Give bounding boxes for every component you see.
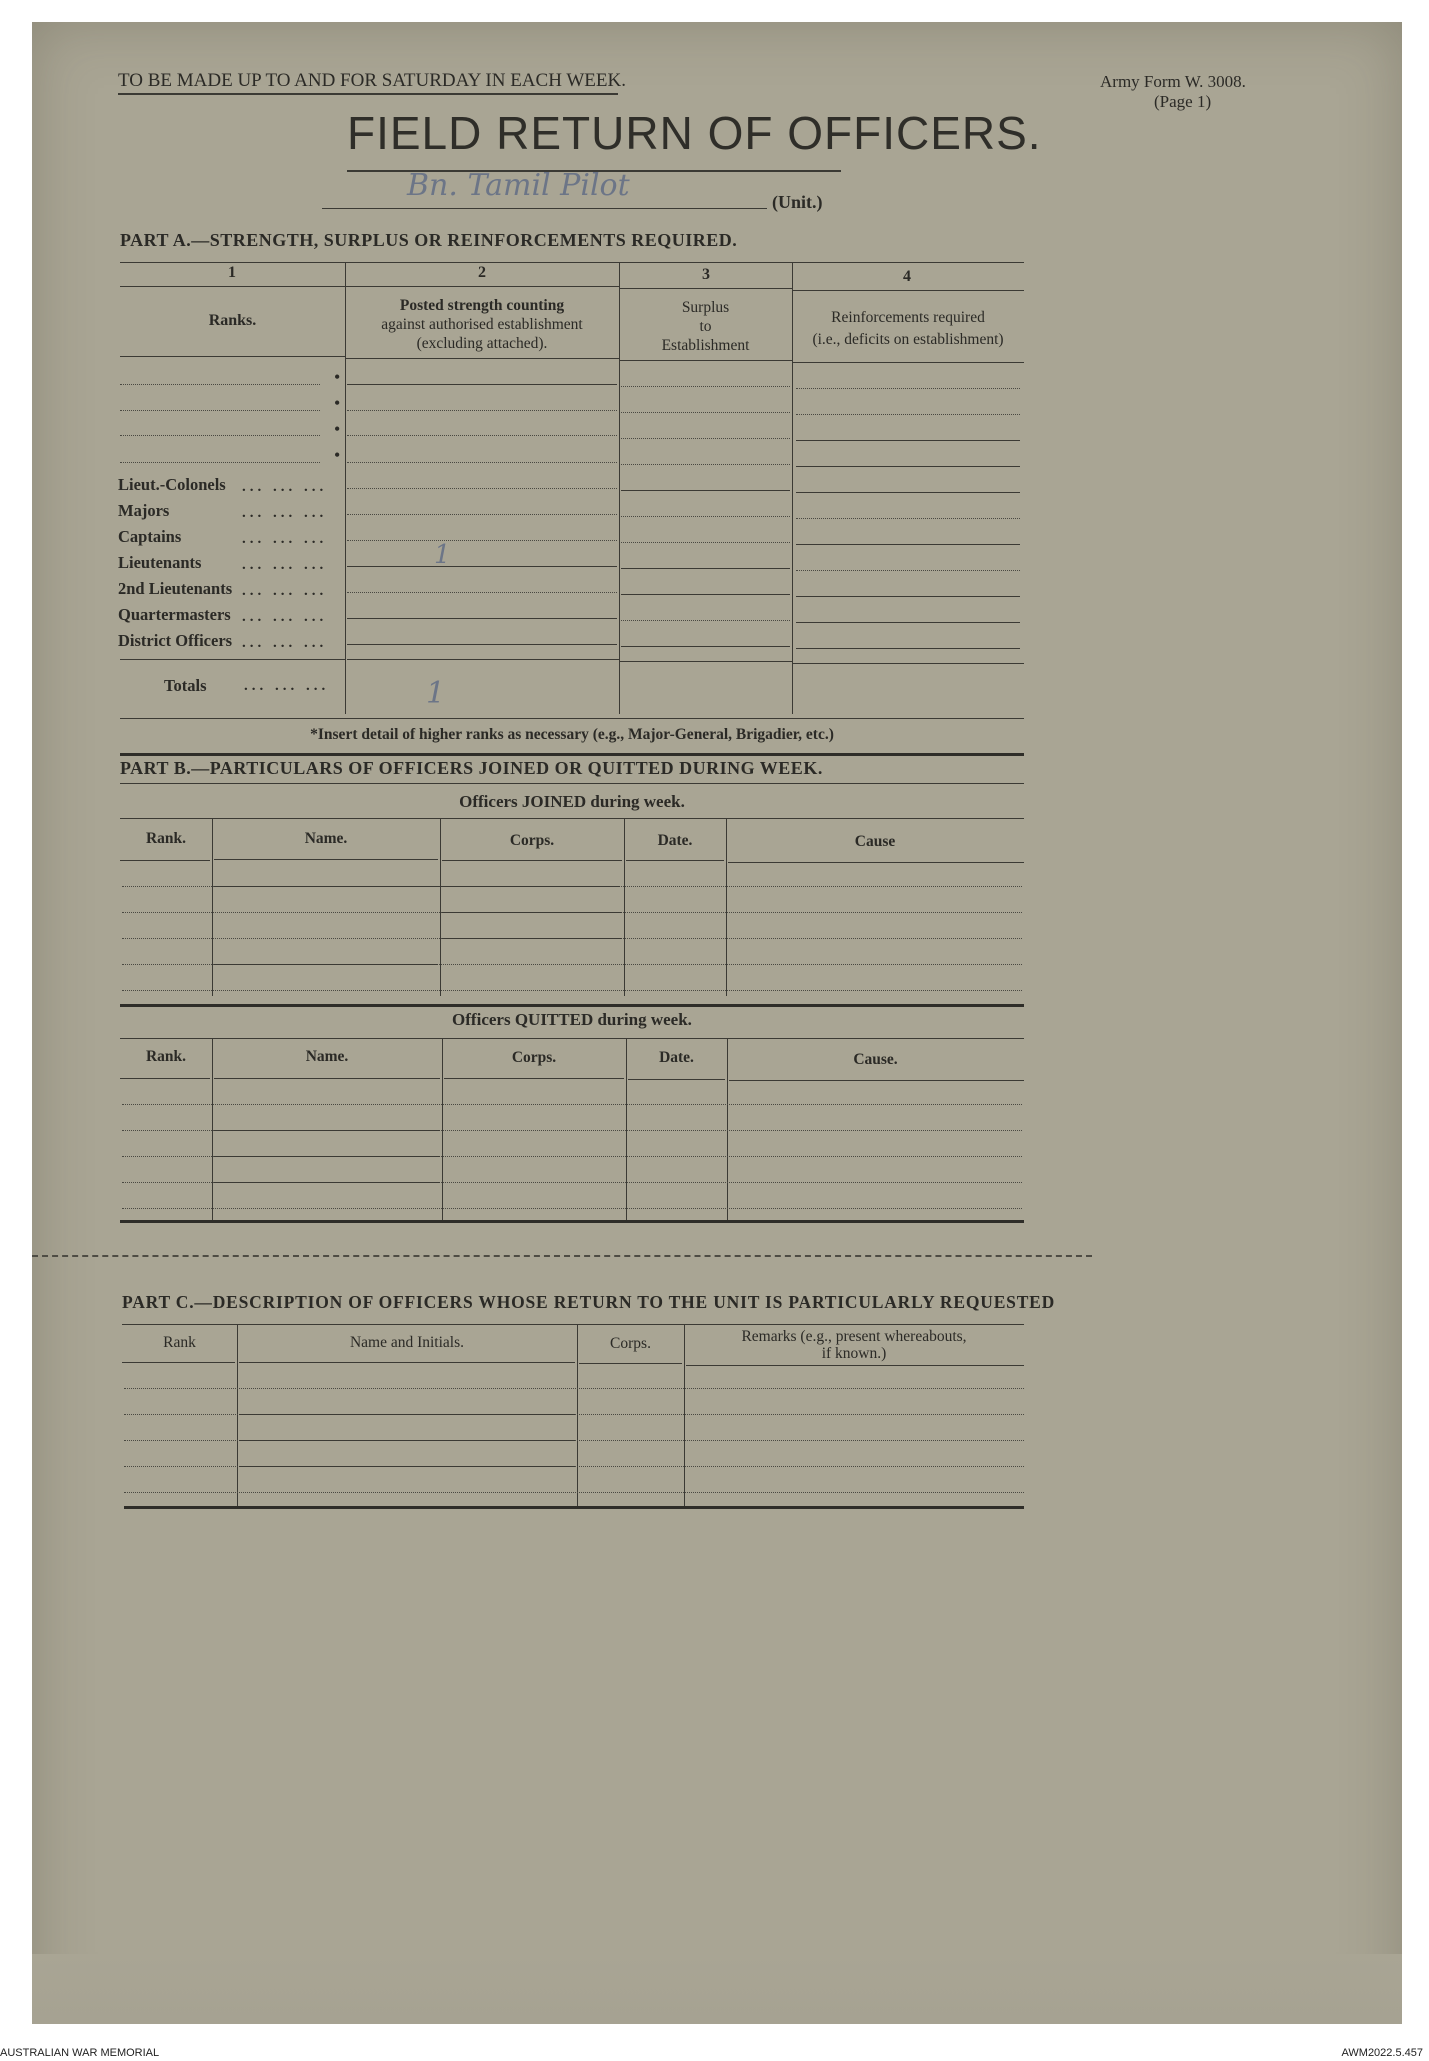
accession-number: AWM2022.5.457 bbox=[1341, 2047, 1423, 2059]
rank-captains: Captains bbox=[118, 527, 182, 546]
c4-row-8 bbox=[796, 570, 1020, 571]
col-number-4: 4 bbox=[903, 268, 911, 285]
c3-row-4 bbox=[621, 464, 790, 465]
rank-majors: Majors bbox=[118, 501, 170, 520]
part-c-heading: PART C.—DESCRIPTION OF OFFICERS WHOSE RETURN TO THE UNIT IS PARTICULARLY REQUESTED bbox=[122, 1292, 1056, 1312]
quitted-hdr-line-5 bbox=[729, 1080, 1024, 1081]
c3-row-1 bbox=[621, 386, 790, 387]
header-bottom-4 bbox=[792, 362, 1024, 363]
form-sheet bbox=[32, 22, 1402, 2024]
insert-row-1 bbox=[120, 384, 320, 385]
part-c-hdr-line-1 bbox=[122, 1362, 235, 1363]
quitted-col-rank: Rank. bbox=[145, 1048, 187, 1065]
joined-row-4b bbox=[214, 964, 438, 965]
part-c-remarks-line2: if known.) bbox=[821, 1345, 887, 1362]
c3-row-11 bbox=[621, 646, 790, 647]
c2-row-1 bbox=[347, 384, 617, 385]
col2-header bbox=[345, 296, 619, 353]
c4-row-6 bbox=[796, 518, 1020, 519]
rank-dots bbox=[242, 474, 327, 656]
col3-header bbox=[619, 298, 792, 355]
c2-row-6 bbox=[347, 514, 617, 515]
col3-header-line3: Establishment bbox=[661, 337, 750, 354]
col-num-line-4 bbox=[792, 290, 1024, 291]
joined-hdr-line-3 bbox=[442, 860, 622, 861]
quitted-row-2b bbox=[214, 1130, 440, 1131]
rank-lieutenants: Lieutenants bbox=[118, 553, 202, 572]
c2-row-10 bbox=[347, 618, 617, 619]
part-c-hdr-line-2 bbox=[239, 1362, 575, 1363]
col-num-line-2 bbox=[345, 286, 619, 287]
part-c-remarks-line1: Remarks (e.g., present whereabouts, bbox=[741, 1328, 967, 1345]
header-bottom-3 bbox=[619, 360, 792, 361]
part-c-row-5 bbox=[124, 1492, 1024, 1493]
c4-row-5 bbox=[796, 492, 1020, 493]
part-c-col-name: Name and Initials. bbox=[349, 1334, 465, 1351]
totals-label: Totals bbox=[164, 676, 207, 695]
part-c-col-remarks bbox=[684, 1328, 1024, 1362]
c4-row-7 bbox=[796, 544, 1020, 545]
col2-header-line2: against authorised establishment bbox=[381, 316, 583, 333]
part-c-row-1 bbox=[124, 1388, 1024, 1389]
quitted-hdr-line-1 bbox=[120, 1078, 210, 1079]
archive-caption: AUSTRALIAN WAR MEMORIAL bbox=[0, 2047, 160, 2059]
col3-header-line1: Surplus bbox=[681, 299, 730, 316]
rank-dots-1: ... ... ... bbox=[242, 479, 328, 495]
c4-row-10 bbox=[796, 622, 1020, 623]
quitted-col-cause: Cause. bbox=[853, 1051, 898, 1068]
unit-label: (Unit.) bbox=[772, 192, 823, 212]
quitted-col-corps: Corps. bbox=[511, 1049, 557, 1066]
part-c-hdr-line-4 bbox=[686, 1365, 1024, 1366]
part-c-col-rank: Rank bbox=[163, 1334, 196, 1351]
perforation-line bbox=[32, 1255, 1092, 1257]
quitted-row-1 bbox=[122, 1104, 1022, 1105]
c4-row-11 bbox=[796, 648, 1020, 649]
part-c-row-3b bbox=[239, 1440, 575, 1441]
rank-dots-7: ... ... ... bbox=[242, 635, 328, 651]
col4-header-line2: (i.e., deficits on establishment) bbox=[812, 331, 1004, 348]
page-title: FIELD RETURN OF OFFICERS. bbox=[347, 107, 1042, 159]
rank-2nd-lieutenants: 2nd Lieutenants bbox=[118, 579, 233, 598]
form-number: Army Form W. 3008. bbox=[1100, 72, 1246, 91]
header-bottom-2 bbox=[345, 358, 619, 359]
quitted-row-4b bbox=[214, 1182, 440, 1183]
col2-header-line3: (excluding attached). bbox=[416, 335, 548, 352]
c3-row-10 bbox=[621, 620, 790, 621]
quitted-hdr-line-2 bbox=[214, 1078, 440, 1079]
part-a-footnote: *Insert detail of higher ranks as necessary (e.g., Major-General, Brigadier, etc.) bbox=[310, 726, 834, 743]
c4-row-4 bbox=[796, 466, 1020, 467]
quitted-col-name: Name. bbox=[305, 1048, 349, 1065]
part-b-heading: PART B.—PARTICULARS OF OFFICERS JOINED OR QUITTED DURING WEEK. bbox=[120, 758, 823, 778]
col-number-3: 3 bbox=[702, 266, 710, 283]
insert-row-3 bbox=[120, 435, 320, 436]
joined-col-cause: Cause bbox=[854, 833, 896, 850]
c3-row-7 bbox=[621, 542, 790, 543]
insert-row-4 bbox=[120, 462, 320, 463]
c3-row-3 bbox=[621, 438, 790, 439]
joined-hdr-line-5 bbox=[728, 862, 1024, 863]
c3-row-2 bbox=[621, 412, 790, 413]
quitted-hdr-line-3 bbox=[444, 1078, 624, 1079]
col-num-line-3 bbox=[619, 288, 792, 289]
quitted-top-line bbox=[120, 1038, 1024, 1039]
totals-dots: ... ... ... bbox=[244, 678, 330, 694]
c4-row-2 bbox=[796, 414, 1020, 415]
part-a-top-line bbox=[120, 262, 1024, 263]
quitted-hdr-line-4 bbox=[628, 1079, 725, 1080]
rank-dots-4: ... ... ... bbox=[242, 557, 328, 573]
part-a-heading: PART A.—STRENGTH, SURPLUS OR REINFORCEMENTS REQUIRED. bbox=[120, 230, 738, 250]
c2-row-9 bbox=[347, 592, 617, 593]
joined-col-name: Name. bbox=[304, 830, 348, 847]
part-c-end-rule bbox=[124, 1506, 1024, 1509]
joined-title: Officers JOINED during week. bbox=[459, 792, 685, 811]
insert-row-2 bbox=[120, 410, 320, 411]
joined-col-corps: Corps. bbox=[509, 832, 555, 849]
joined-hdr-line-1 bbox=[120, 860, 210, 861]
joined-row-3b bbox=[442, 938, 622, 939]
col1-header: Ranks. bbox=[208, 312, 257, 329]
col-number-2: 2 bbox=[478, 264, 486, 281]
c2-row-7 bbox=[347, 540, 617, 541]
quitted-row-3b bbox=[214, 1156, 440, 1157]
header-bottom-1 bbox=[120, 356, 345, 357]
quitted-title: Officers QUITTED during week. bbox=[452, 1010, 692, 1029]
c3-row-9 bbox=[621, 594, 790, 595]
rank-dots-2: ... ... ... bbox=[242, 505, 328, 521]
part-b-top-line bbox=[120, 783, 1024, 784]
rank-list bbox=[118, 472, 232, 654]
part-c-col-corps: Corps. bbox=[610, 1335, 651, 1352]
col-number-1: 1 bbox=[228, 264, 236, 281]
c2-row-5 bbox=[347, 488, 617, 489]
c3-row-5 bbox=[621, 490, 790, 491]
joined-hdr-line-4 bbox=[626, 860, 724, 861]
rank-dots-6: ... ... ... bbox=[242, 609, 328, 625]
insert-asterisks: • • • • bbox=[334, 367, 341, 465]
handwritten-totals: 1 bbox=[426, 676, 446, 711]
totals-top-line bbox=[120, 659, 345, 660]
c4-row-9 bbox=[796, 596, 1020, 597]
part-a-end-rule bbox=[120, 753, 1024, 756]
rank-dots-3: ... ... ... bbox=[242, 531, 328, 547]
c4-row-1 bbox=[796, 388, 1020, 389]
rank-lieut-colonels: Lieut.-Colonels bbox=[118, 475, 226, 494]
c2-row-4 bbox=[347, 462, 617, 463]
rank-quartermasters: Quartermasters bbox=[118, 605, 231, 624]
quitted-row-5 bbox=[122, 1208, 1022, 1209]
col4-header bbox=[792, 307, 1024, 351]
joined-row-1b bbox=[214, 886, 620, 887]
c3-row-8 bbox=[621, 568, 790, 569]
part-c-row-4b bbox=[239, 1466, 575, 1467]
quitted-col-date: Date. bbox=[659, 1049, 694, 1066]
handwritten-lieutenants: 1 bbox=[434, 540, 451, 570]
c2-row-2 bbox=[347, 410, 617, 411]
instruction-underline bbox=[118, 93, 618, 95]
part-c-top-line bbox=[122, 1324, 1024, 1325]
instruction-text: TO BE MADE UP TO AND FOR SATURDAY IN EACH WEEK. bbox=[118, 70, 626, 91]
page-number: (Page 1) bbox=[1154, 92, 1212, 111]
joined-end-rule bbox=[120, 1004, 1024, 1007]
c3-row-12 bbox=[619, 661, 792, 662]
joined-col-date: Date. bbox=[657, 832, 693, 849]
c2-row-8 bbox=[347, 566, 617, 567]
col4-header-line1: Reinforcements required bbox=[831, 309, 985, 326]
joined-hdr-line-2 bbox=[214, 859, 438, 860]
part-c-row-2b bbox=[239, 1414, 575, 1415]
col2-header-line1: Posted strength counting bbox=[399, 297, 565, 314]
c4-row-3 bbox=[796, 440, 1020, 441]
c4-row-12 bbox=[792, 663, 1024, 664]
joined-col-rank: Rank. bbox=[145, 830, 187, 847]
joined-row-2b bbox=[442, 912, 622, 913]
c3-row-6 bbox=[621, 516, 790, 517]
c2-row-3 bbox=[347, 435, 617, 436]
part-c-hdr-line-3 bbox=[579, 1363, 682, 1364]
part-a-bottom-line bbox=[120, 718, 1024, 719]
col-num-line-1 bbox=[120, 286, 345, 287]
joined-top-line bbox=[120, 818, 1024, 819]
rank-district-officers: District Officers bbox=[118, 631, 233, 650]
joined-row-5 bbox=[122, 990, 1022, 991]
c2-row-11 bbox=[347, 644, 617, 645]
unit-line bbox=[322, 208, 767, 209]
quitted-end-rule bbox=[120, 1220, 1024, 1223]
col3-header-line2: to bbox=[699, 318, 712, 335]
rank-dots-5: ... ... ... bbox=[242, 583, 328, 599]
unit-handwriting: Bn. Tamil Pilot bbox=[407, 168, 630, 203]
c2-row-12 bbox=[347, 659, 619, 660]
